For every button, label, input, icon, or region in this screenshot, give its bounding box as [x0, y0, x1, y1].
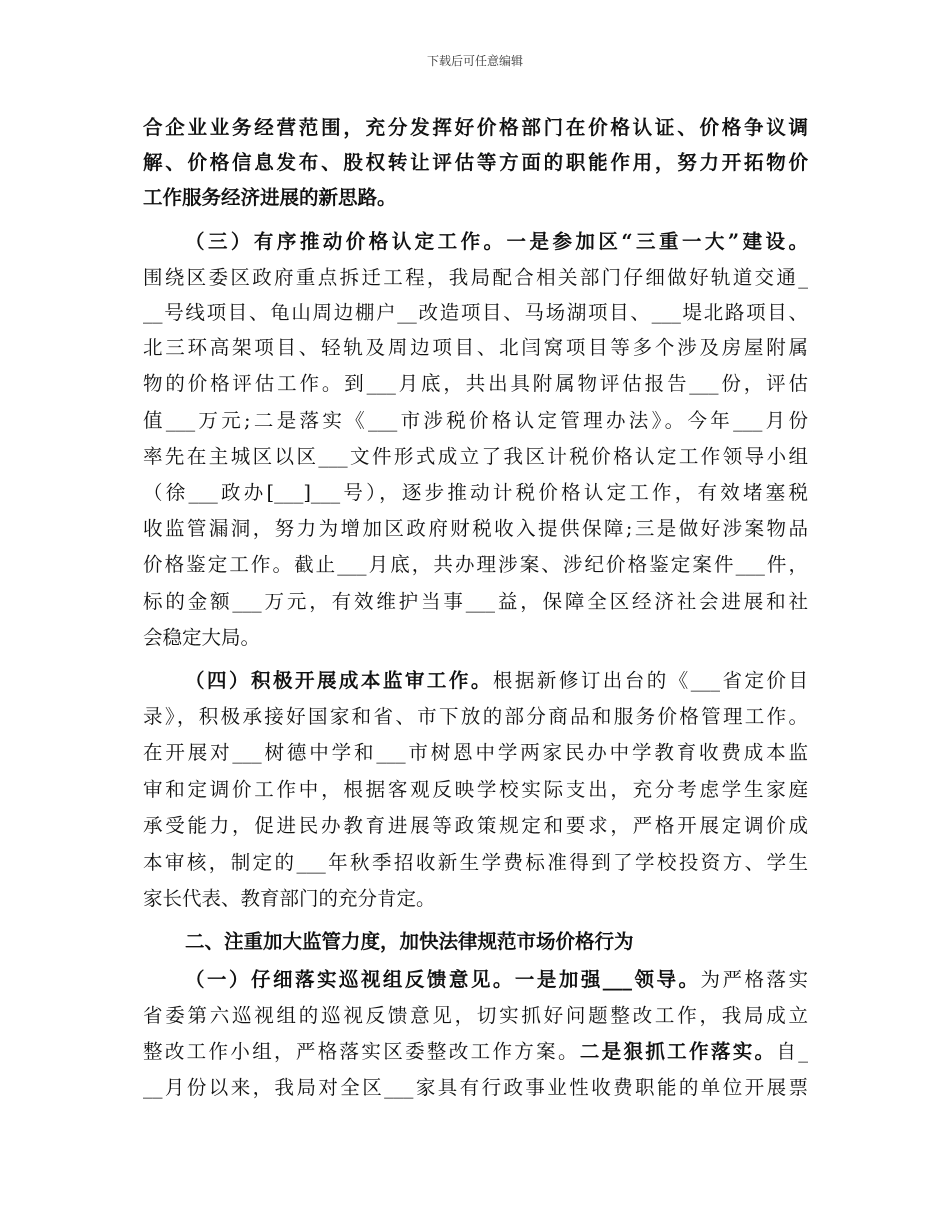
text-line: 收监管漏洞，努力为增加区政府财税收入提供保障;三是做好涉案物品	[143, 517, 808, 540]
text-line: 值___万元;二是落实《___市涉税价格认定管理办法》。今年___月份	[143, 409, 808, 432]
text-line: 围绕区委区政府重点拆迁工程，我局配合相关部门仔细做好轨道交通_	[143, 266, 808, 289]
text-line: 录》，积极承接好国家和省、市下放的部分商品和服务价格管理工作。	[143, 705, 808, 728]
text-line: 省委第六巡视组的巡视反馈意见，切实抓好问题整改工作，我局成立	[143, 1004, 808, 1027]
section-heading: （一）仔细落实巡视组反馈意见。一是加强___领导。为严格落实	[185, 968, 808, 991]
text-line: 价格鉴定工作。截止___月底，共办理涉案、涉纪价格鉴定案件___件，	[143, 553, 808, 576]
text-line: 整改工作小组，严格落实区委整改工作方案。二是狠抓工作落实。自_	[143, 1040, 808, 1063]
text-line: 标的金额___万元，有效维护当事___益，保障全区经济社会进展和社	[143, 590, 808, 613]
text-line: 会稳定大局。	[143, 626, 261, 649]
text-line: 解、价格信息发布、股权转让评估等方面的职能作用，努力开拓物价	[143, 151, 808, 174]
text-line: （徐___政办[___]___号），逐步推动计税价格认定工作，有效堵塞税	[143, 481, 808, 504]
text-line: 承受能力，促进民办教育进展等政策规定和要求，严格开展定调价成	[143, 814, 808, 837]
text-line: 物的价格评估工作。到___月底，共出具附属物评估报告___份，评估	[143, 372, 808, 395]
text-line: __号线项目、龟山周边棚户__改造项目、马场湖项目、___堤北路项目、	[143, 301, 808, 324]
page-header: 下载后可任意编辑	[426, 54, 523, 68]
text-line: 工作服务经济进展的新思路。	[143, 186, 397, 209]
section-heading: （四）积极开展成本监审工作。根据新修订出台的《___省定价目	[185, 669, 808, 692]
chapter-heading: 二、注重加大监管力度，加快法律规范市场价格行为	[185, 930, 634, 953]
text-line: 审和定调价工作中，根据客观反映学校实际支出，充分考虑学生家庭	[143, 778, 808, 801]
text-line: 在开展对___树德中学和___市树恩中学两家民办中学教育收费成本监	[143, 741, 808, 764]
text-line: 北三环高架项目、轻轨及周边项目、北闫窝项目等多个涉及房屋附属	[143, 336, 808, 359]
text-line: 本审核，制定的___年秋季招收新生学费标准得到了学校投资方、学生	[143, 851, 808, 874]
text-line: __月份以来，我局对全区___家具有行政事业性收费职能的单位开展票	[143, 1076, 808, 1099]
text-line: 合企业业务经营范围，充分发挥好价格部门在价格认证、价格争议调	[143, 116, 808, 139]
section-heading: （三）有序推动价格认定工作。一是参加区“三重一大”建设。	[185, 230, 808, 253]
text-line: 家长代表、教育部门的充分肯定。	[143, 887, 436, 910]
text-line: 率先在主城区以区___文件形式成立了我区计税价格认定工作领导小组	[143, 445, 808, 468]
